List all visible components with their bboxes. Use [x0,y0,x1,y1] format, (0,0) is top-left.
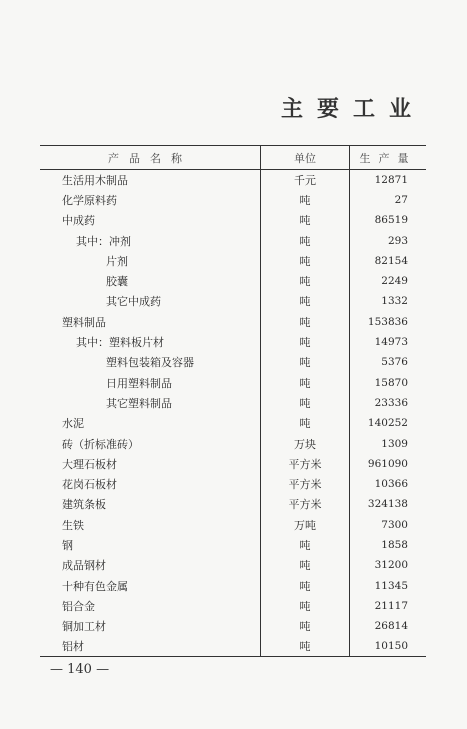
table-row [40,251,426,271]
column-header-name: 产品名称 [40,146,261,170]
cell-quantity: 1309 [381,437,408,450]
table-row [40,170,426,190]
cell-name: 建筑条板 [62,498,106,512]
cell-quantity: 153836 [367,315,408,328]
cell-unit: 吨 [261,535,350,555]
cell-quantity: 1858 [381,538,408,551]
table-row [40,596,426,616]
cell-unit: 吨 [261,271,350,291]
cell-quantity: 26814 [374,620,408,633]
cell-name: 钢 [62,538,73,552]
cell-quantity: 12871 [374,173,408,186]
column-header-unit: 单位 [261,146,350,170]
cell-name: 成品钢材 [62,559,106,573]
cell-name: 塑料制品 [62,315,106,329]
cell-unit: 吨 [261,190,350,210]
cell-unit: 吨 [261,251,350,271]
table-row [40,393,426,413]
cell-unit: 吨 [261,636,350,656]
table-row [40,616,426,636]
table-row [40,494,426,514]
cell-name: 日用塑料制品 [106,376,172,390]
cell-quantity: 2249 [381,275,408,288]
cell-name: 中成药 [62,214,95,228]
cell-name: 塑料包装箱及容器 [106,356,194,370]
cell-name: 片剂 [106,254,128,268]
table-row [40,352,426,372]
cell-name: 其它塑料制品 [106,396,172,410]
table-row [40,454,426,474]
cell-quantity: 293 [387,234,408,247]
table-row [40,271,426,291]
table-row [40,515,426,535]
cell-unit: 吨 [261,413,350,433]
cell-unit: 吨 [261,372,350,392]
table-row [40,636,426,656]
table-row [40,332,426,352]
production-table-container [40,145,426,657]
cell-unit: 吨 [261,393,350,413]
page-title: 主要工业 [280,96,425,122]
cell-name: 其中：冲剂 [76,234,131,248]
table-row [40,575,426,595]
column-header-quantity: 生产量 [350,146,427,170]
cell-name: 铝材 [40,636,261,656]
cell-name: 水泥 [62,417,84,431]
cell-unit: 万吨 [261,515,350,535]
cell-quantity: 1332 [381,295,408,308]
cell-unit: 吨 [261,616,350,636]
cell-quantity: 10366 [374,478,408,491]
cell-quantity: 961090 [367,457,408,470]
cell-quantity: 21117 [374,599,408,612]
table-row [40,190,426,210]
table-row [40,555,426,575]
table-row [40,372,426,392]
cell-unit: 吨 [261,230,350,250]
cell-name: 生铁 [62,518,84,532]
cell-name: 铜加工材 [62,620,106,634]
cell-name: 其中：塑料板片材 [76,336,164,350]
cell-quantity: 14973 [374,336,408,349]
cell-quantity: 23336 [374,396,408,409]
cell-quantity: 10150 [350,636,427,656]
cell-quantity: 27 [394,193,408,206]
cell-name: 铝合金 [62,599,95,613]
cell-quantity: 140252 [367,417,408,430]
cell-unit: 吨 [261,596,350,616]
cell-unit: 千元 [261,170,350,190]
cell-name: 胶囊 [106,275,128,289]
table-row [40,413,426,433]
cell-unit: 吨 [261,352,350,372]
cell-name: 花岗石板材 [62,478,117,492]
cell-name: 其它中成药 [106,295,161,309]
table-row [40,312,426,332]
cell-unit: 吨 [261,210,350,230]
cell-quantity: 82154 [374,254,408,267]
cell-quantity: 324138 [367,498,408,511]
table-row [40,474,426,494]
cell-unit: 吨 [261,291,350,311]
cell-name: 化学原料药 [62,193,117,207]
table-row [40,433,426,453]
cell-name: 砖（折标准砖） [62,437,139,451]
cell-quantity: 7300 [381,518,408,531]
table-row [40,210,426,230]
cell-unit: 吨 [261,575,350,595]
cell-unit: 吨 [261,555,350,575]
table-row [40,535,426,555]
table-row [40,230,426,250]
cell-name: 十种有色金属 [62,579,128,593]
table-row [40,291,426,311]
cell-quantity: 5376 [381,356,408,369]
cell-quantity: 11345 [374,579,408,592]
cell-unit: 万块 [261,433,350,453]
cell-quantity: 31200 [374,559,408,572]
production-table [40,145,426,657]
cell-unit: 吨 [261,332,350,352]
cell-unit: 吨 [261,312,350,332]
cell-unit: 平方米 [261,474,350,494]
table-header-row [40,146,426,170]
cell-quantity: 15870 [374,376,408,389]
cell-unit: 平方米 [261,494,350,514]
cell-name: 大理石板材 [62,457,117,471]
cell-unit: 平方米 [261,454,350,474]
cell-quantity: 86519 [374,214,408,227]
page-number: — 140 — [50,662,110,677]
cell-name: 生活用木制品 [62,173,128,187]
